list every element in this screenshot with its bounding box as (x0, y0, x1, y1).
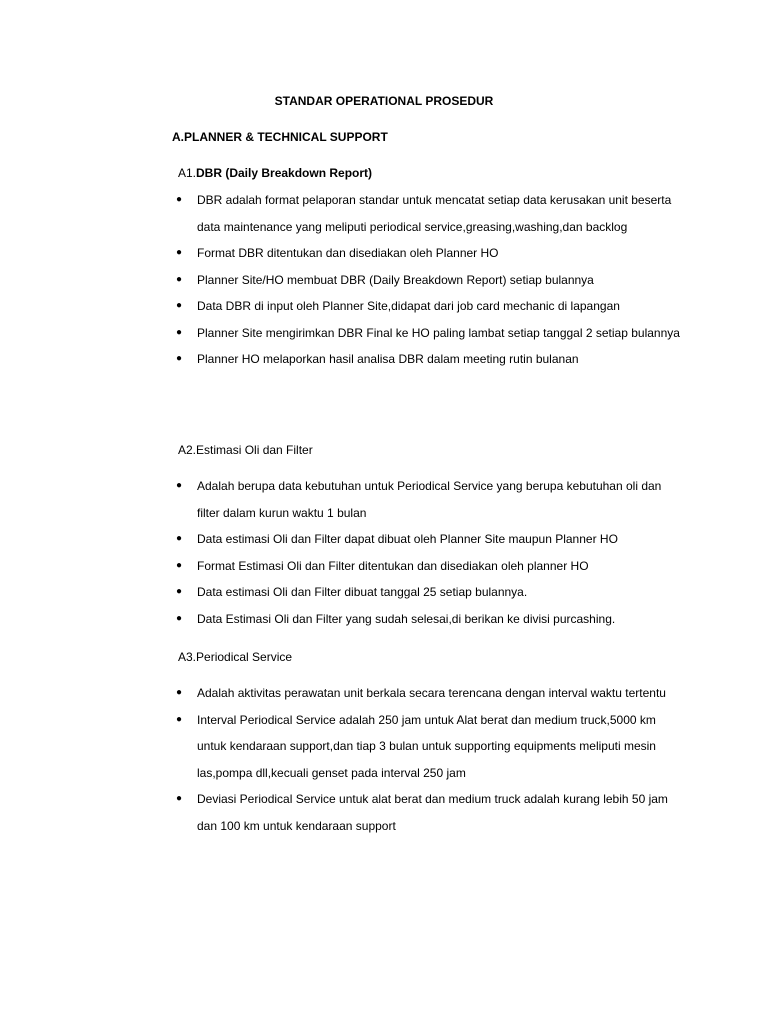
list-item-text: Adalah aktivitas perawatan unit berkala secara terencana dengan interval waktu tertentu (197, 686, 666, 700)
bullet-icon: ● (176, 300, 183, 311)
section-title: A.PLANNER & TECHNICAL SUPPORT (172, 130, 388, 144)
subsection-a3-title: Periodical Service (196, 650, 293, 664)
list-item (0, 346, 687, 373)
bullet-icon: ● (176, 793, 183, 804)
bullet-icon: ● (176, 533, 183, 544)
list-item-text: Data Estimasi Oli dan Filter yang sudah selesai,di berikan ke divisi purcashing. (197, 611, 616, 626)
list-item (0, 606, 687, 633)
bullet-icon: ● (176, 353, 183, 364)
list-item-text: Format DBR ditentukan dan disediakan oleh Planner HO (197, 246, 499, 260)
list-item (0, 267, 687, 294)
bullet-icon: ● (176, 247, 183, 258)
list-item (0, 293, 687, 320)
list-item (0, 786, 687, 839)
subsection-a1-list (0, 187, 700, 373)
bullet-icon: ● (176, 586, 183, 597)
list-item-text: Adalah berupa data kebutuhan untuk Periodical Service yang berupa kebutuhan oli dan filter dalam kurun waktu 1 bulan (197, 479, 662, 520)
list-item (0, 240, 687, 267)
bullet-icon: ● (176, 687, 183, 698)
subsection-a2-list (0, 473, 700, 632)
bullet-icon: ● (176, 326, 183, 338)
list-item-text: Planner HO melaporkan hasil analisa DBR dalam meeting rutin bulanan (197, 352, 579, 366)
list-item-text: Deviasi Periodical Service untuk alat berat dan medium truck adalah kurang lebih 50 jam dan 100 km untuk kendaraan support (197, 792, 668, 833)
list-item (0, 320, 687, 347)
list-item-text: Planner Site/HO membuat DBR (Daily Breakdown Report) setiap bulannya (197, 272, 594, 287)
subsection-a2-title: Estimasi Oli dan Filter (196, 443, 313, 457)
document-title: STANDAR OPERATIONAL PROSEDUR (274, 94, 494, 108)
list-item-text: Data estimasi Oli dan Filter dapat dibuat oleh Planner Site maupun Planner HO (197, 532, 618, 546)
list-item-text: Data DBR di input oleh Planner Site,didapat dari job card mechanic di lapangan (197, 299, 620, 313)
subsection-a2-heading (178, 441, 313, 459)
subsection-a1-title: DBR (Daily Breakdown Report) (196, 166, 373, 180)
bullet-icon: ● (176, 194, 183, 205)
bullet-icon: ● (176, 273, 183, 285)
subsection-a3-heading (178, 648, 292, 666)
subsection-a1-prefix: A1. (178, 166, 197, 180)
list-item-text: Format Estimasi Oli dan Filter ditentukan dan disediakan oleh planner HO (197, 558, 589, 573)
list-item (0, 553, 687, 580)
bullet-icon: ● (176, 713, 183, 725)
list-item-text: Planner Site mengirimkan DBR Final ke HO paling lambat setiap tanggal 2 setiap bulannya (197, 325, 680, 340)
list-item-text: Interval Periodical Service adalah 250 jam untuk Alat berat dan medium truck,5000 km untuk kendaraan support,dan tiap 3 bulan untuk supporting equipments meliputi mesin las,pompa dll,kecuali genset pada interval 250 jam (197, 712, 656, 780)
list-item-text: Data estimasi Oli dan Filter dibuat tanggal 25 setiap bulannya. (197, 585, 528, 599)
list-item (0, 187, 687, 240)
subsection-a3-prefix: A3. (178, 650, 197, 664)
list-item (0, 579, 687, 606)
bullet-icon: ● (176, 480, 183, 491)
subsection-a1-heading (178, 164, 372, 182)
bullet-icon: ● (176, 559, 183, 571)
subsection-a3-list (0, 680, 700, 839)
list-item (0, 526, 687, 553)
bullet-icon: ● (176, 612, 183, 624)
list-item (0, 680, 687, 707)
subsection-a2-prefix: A2. (178, 443, 197, 457)
list-item (0, 473, 687, 526)
list-item-text: DBR adalah format pelaporan standar untuk mencatat setiap data kerusakan unit beserta data maintenance yang meliputi periodical service,greasing,washing,dan backlog (197, 193, 672, 234)
list-item (0, 707, 687, 787)
